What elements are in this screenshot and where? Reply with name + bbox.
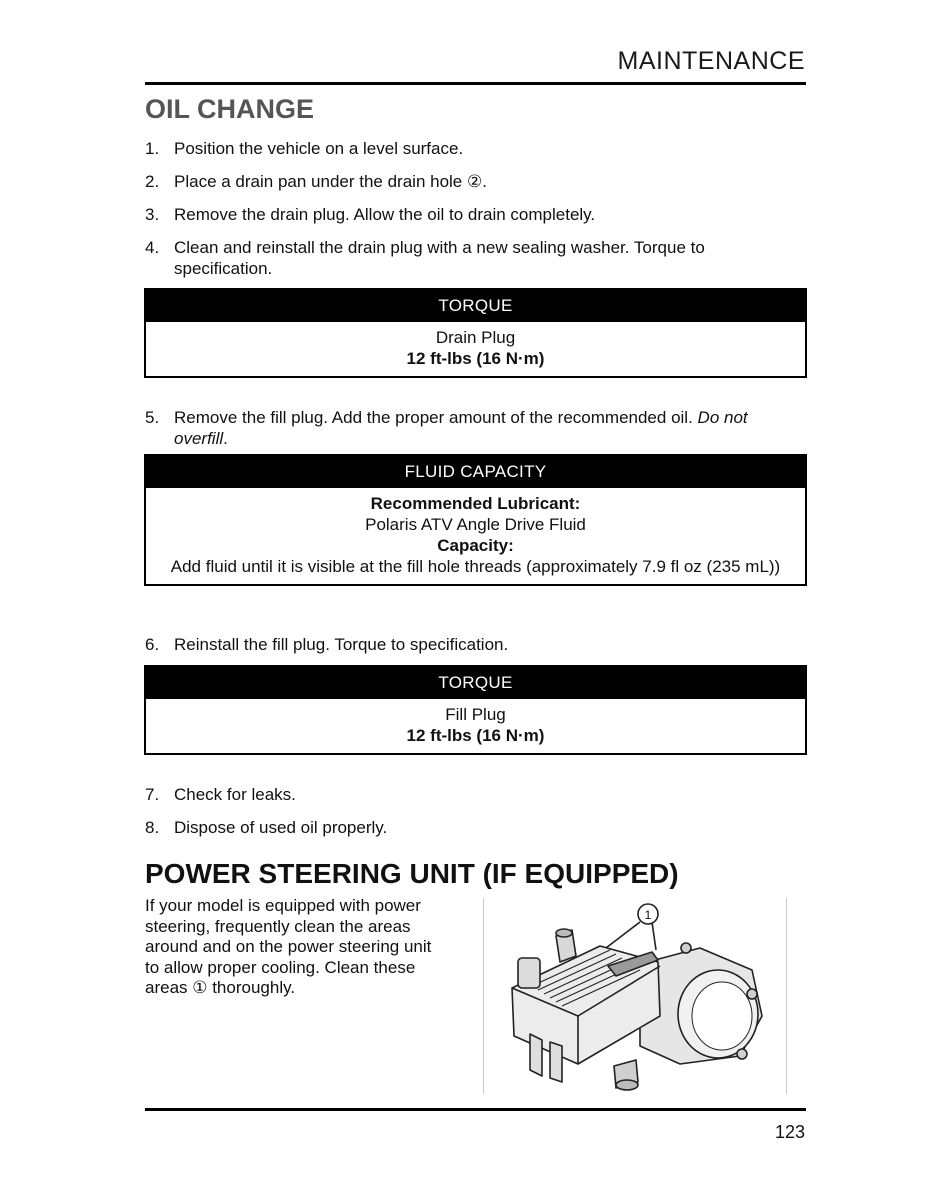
- step-text: Position the vehicle on a level surface.: [174, 139, 464, 158]
- image-frame-left: [483, 898, 484, 1094]
- step-number: 6.: [145, 635, 160, 654]
- footer-rule: [145, 1108, 806, 1111]
- step-6: [145, 634, 805, 655]
- torque-table-fill: [144, 665, 807, 755]
- power-steering-body: If your model is equipped with power steering, frequently clean the areas around and on the power steering unit to allow proper cooling. Clean these areas ① thoroughly.: [145, 896, 432, 997]
- callout-leader: [652, 922, 656, 950]
- image-frame-right: [786, 898, 787, 1094]
- torque-table-drain: [144, 288, 807, 378]
- step-number: 3.: [145, 205, 160, 224]
- power-steering-title: POWER STEERING UNIT (IF EQUIPPED): [145, 858, 679, 889]
- capacity-label: Capacity:: [437, 536, 514, 555]
- step-number: 4.: [145, 238, 160, 257]
- step-text: Remove the drain plug. Allow the oil to drain completely.: [174, 205, 596, 224]
- page-number: 123: [774, 1122, 805, 1142]
- lubricant-label: Recommended Lubricant:: [370, 494, 581, 513]
- step-1: [145, 138, 805, 159]
- step-text: Remove the fill plug. Add the proper amount of the recommended oil.: [174, 408, 693, 427]
- step-4: [145, 237, 765, 279]
- step-7: [145, 784, 805, 805]
- step-text: Clean and reinstall the drain plug with a new sealing washer. Torque to specification.: [174, 238, 705, 278]
- torque-value: 12 ft-lbs (16 N·m): [406, 349, 545, 368]
- oil-change-title: OIL CHANGE: [145, 94, 315, 124]
- power-steering-unit-illustration: [490, 896, 782, 1096]
- step-5: [145, 407, 805, 449]
- callout-leader: [602, 922, 640, 951]
- step-number: 1.: [145, 139, 160, 158]
- fluid-capacity-table: [144, 454, 807, 586]
- step-text: Reinstall the fill plug. Torque to specification.: [174, 635, 509, 654]
- step-number: 7.: [145, 785, 160, 804]
- torque-table-header: TORQUE: [146, 290, 805, 322]
- lubricant-value: Polaris ATV Angle Drive Fluid: [365, 515, 586, 534]
- torque-item: Fill Plug: [445, 705, 506, 724]
- header-rule: [145, 82, 806, 85]
- torque-table-header: TORQUE: [146, 667, 805, 699]
- connector: [518, 958, 540, 988]
- torque-value: 12 ft-lbs (16 N·m): [406, 726, 545, 745]
- step-2: [145, 171, 805, 192]
- step-text-end: .: [223, 429, 228, 448]
- step-text-emphasis: Do not overfill: [174, 408, 748, 448]
- step-8: [145, 817, 805, 838]
- section-header: MAINTENANCE: [617, 47, 805, 75]
- step-text: Place a drain pan under the drain hole ②.: [174, 172, 487, 191]
- step-number: 2.: [145, 172, 160, 191]
- capacity-value: Add fluid until it is visible at the fill hole threads (approximately 7.9 fl oz (235 mL)): [170, 557, 781, 576]
- step-text: Dispose of used oil properly.: [174, 818, 388, 837]
- step-3: [145, 204, 805, 225]
- step-number: 8.: [145, 818, 160, 837]
- torque-item: Drain Plug: [435, 328, 516, 347]
- fluid-capacity-header: FLUID CAPACITY: [146, 456, 805, 488]
- step-number: 5.: [145, 408, 160, 427]
- callout-number: 1: [644, 908, 652, 922]
- step-text: Check for leaks.: [174, 785, 296, 804]
